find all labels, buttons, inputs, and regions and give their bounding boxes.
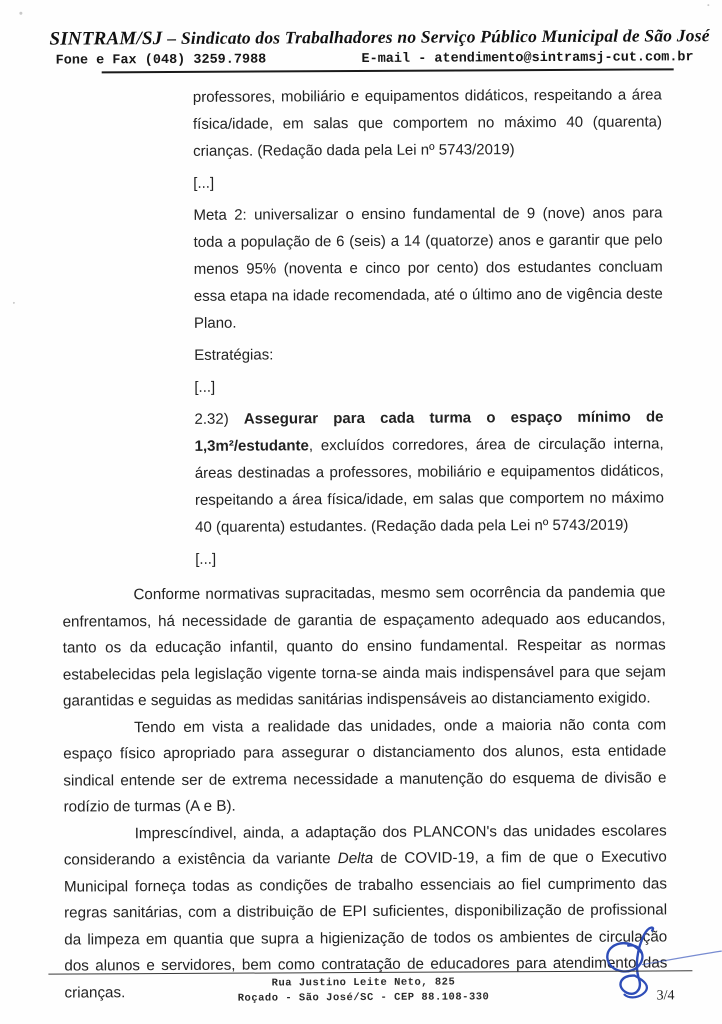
body-text-segment: Imprescíndivel, ainda, a adaptação dos PLANCON's das unidades escolares considerando a existência da variante xyxy=(63,821,667,869)
scan-speck xyxy=(13,302,15,304)
body-text-segment: de COVID-19, a fim de que o Executivo Municipal forneça todas as condições de trabalho essenciais ao fiel cumprimento das regras sanitárias, com a distribuição de EPI suficientes, disponibilização de profissional da limpeza em quantia que supra a higienização de todos os ambientes de circulação dos alunos e servidores, bem como contratação de educadores para atendimento das crianças. xyxy=(63,848,668,1002)
body-text-block xyxy=(62,579,667,1006)
excerpt-text-segment: , excluídos corredores, área de circulação interna, áreas destinadas a professores, mobiliário e equipamentos didáticos, respeitando a área física/idade, em salas que comportem no máximo 40 (quarenta) estudantes. (Redação dada pela Lei nº 5743/2019) xyxy=(194,435,664,536)
organization-title xyxy=(49,25,710,50)
body-paragraph: Conforme normativas supracitadas, mesmo sem ocorrência da pandemia que enfrentamos, há necessidade de garantia de espaçamento adequado aos educandos, tanto os da educação infantil, quanto do ensino fundamental. Respeitar as normas estabelecidas pela legislação vigente torna-se ainda mais indispensável para que sejam garantidas e seguidas as medidas sanitárias indispensáveis ao distanciamento exigido. xyxy=(62,583,666,710)
excerpt-bold-segment: Assegurar para cada turma o espaço mínimo de 1,3m²/estudante xyxy=(194,408,664,455)
address-line-2: Roçado - São José/SC - CEP 88.108-330 xyxy=(237,991,490,1005)
address-line-1: Rua Justino Leite Neto, 825 xyxy=(271,976,456,990)
scan-speck xyxy=(19,12,22,15)
organization-name: SINTRAM/SJ xyxy=(49,28,163,50)
scan-speck xyxy=(707,4,709,6)
excerpt-paragraph: Meta 2: universalizar o ensino fundamental de 9 (nove) anos para toda a população de 6 (seis) a 14 (quatorze) anos e garantir que pelo menos 95% (noventa e cinco por cento) dos estudantes concluam essa etapa na idade recomendada, até o último ano de vigência deste Plano. xyxy=(193,204,663,332)
page-number: 3/4 xyxy=(656,988,675,1004)
footer-address xyxy=(2,974,722,1008)
letterhead-divider xyxy=(102,68,674,73)
footer xyxy=(2,970,722,1008)
email-label: E-mail - atendimento@sintramsj-cut.com.br xyxy=(361,50,694,67)
excerpt-ellipsis: [...] xyxy=(193,174,215,192)
excerpt-ellipsis: [...] xyxy=(194,378,216,396)
excerpt-item-number: 2.32) xyxy=(194,410,244,428)
contact-line xyxy=(56,50,694,68)
body-italic-segment: Delta xyxy=(337,849,374,868)
organization-subtitle: – Sindicato dos Trabalhadores no Serviço Público Municipal de São José xyxy=(167,25,710,49)
excerpt-paragraph xyxy=(194,403,664,540)
excerpt-ellipsis: [...] xyxy=(195,550,217,568)
phone-fax-label: Fone e Fax (048) 3259.7988 xyxy=(55,52,267,69)
body-paragraph: Tendo em vista a realidade das unidades, onde a maioria não conta com espaço físico apropriado para assegurar o distanciamento dos alunos, esta entidade sindical entende ser de extrema necessidade a manutenção do esquema de divisão e rodízio de turmas (A e B). xyxy=(63,715,667,816)
excerpt-paragraph: professores, mobiliário e equipamentos didáticos, respeitando a área física/idade, em salas que comportem no máximo 40 (quarenta) crianças. (Redação dada pela Lei nº 5743/2019) xyxy=(192,86,663,160)
legal-excerpt-block xyxy=(193,81,665,572)
excerpt-paragraph: Estratégias: xyxy=(194,346,274,364)
letterhead xyxy=(0,0,720,74)
